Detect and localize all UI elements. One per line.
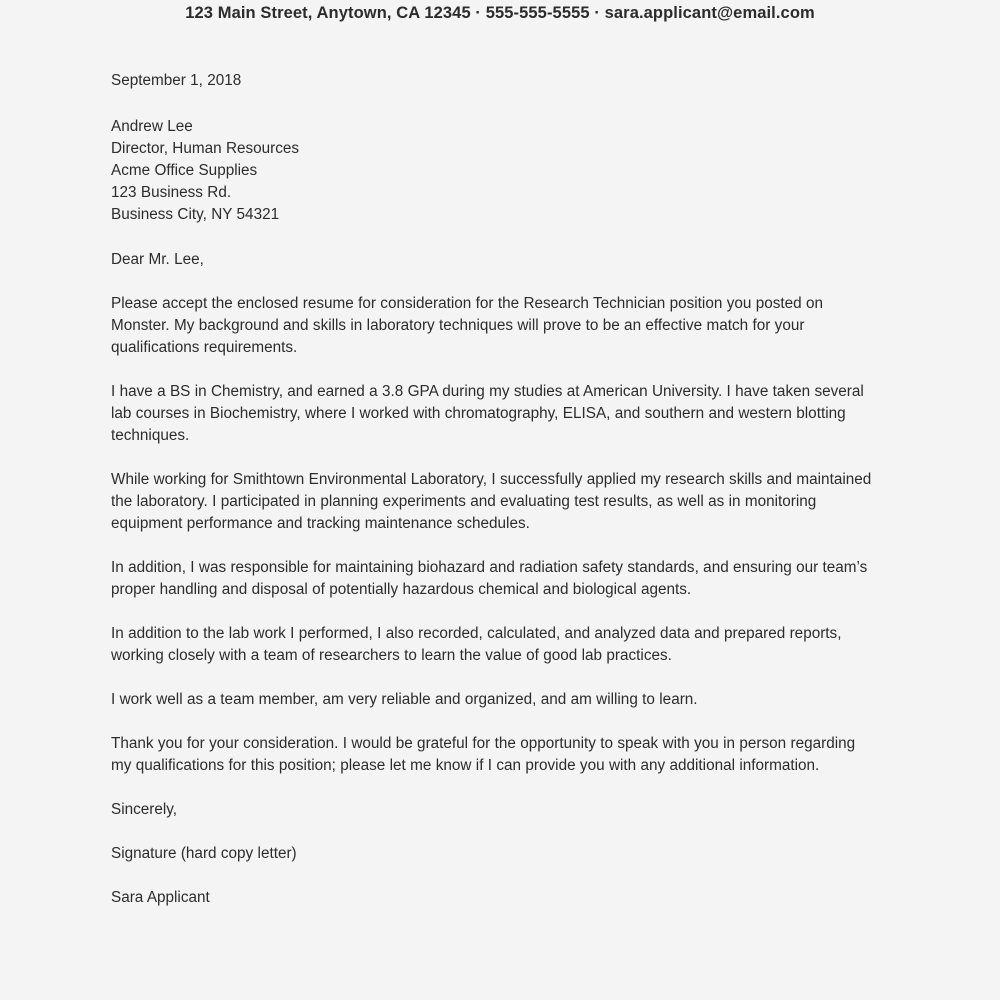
- closing-salutation: Sincerely,: [111, 801, 178, 818]
- recipient-line: Acme Office Supplies: [111, 162, 258, 179]
- body-paragraph: In addition, I was responsible for maintaining biohazard and radiation safety standards, and ensuring our team’s proper handling and disposal of potentially hazardous chemical and biological agents.: [111, 559, 868, 598]
- body-paragraph: I have a BS in Chemistry, and earned a 3.8 GPA during my studies at American University. I have taken several lab courses in Biochemistry, where I worked with chromatography, ELISA, and southern and western blotting techniques.: [111, 383, 864, 444]
- letterhead-contact-line: 123 Main Street, Anytown, CA 12345 · 555-555-5555 · sara.applicant@email.com: [185, 4, 815, 22]
- recipient-line: Andrew Lee: [111, 118, 193, 135]
- body-paragraph: Thank you for your consideration. I would be grateful for the opportunity to speak with you in person regarding my qualifications for this position; please let me know if I can provide you with any additional information.: [111, 735, 856, 774]
- recipient-address-block: [111, 116, 879, 226]
- recipient-line: 123 Business Rd.: [111, 184, 232, 201]
- body-paragraph: While working for Smithtown Environmental Laboratory, I successfully applied my research skills and maintained the laboratory. I participated in planning experiments and evaluating test results, as well as in monitoring equipment performance and tracking maintenance schedules.: [111, 471, 872, 532]
- recipient-line: Business City, NY 54321: [111, 206, 280, 223]
- letter-date: September 1, 2018: [111, 72, 242, 89]
- body-paragraph: I work well as a team member, am very reliable and organized, and am willing to learn.: [111, 691, 698, 708]
- body-paragraph: In addition to the lab work I performed, I also recorded, calculated, and analyzed data and prepared reports, working closely with a team of researchers to learn the value of good lab practices.: [111, 625, 842, 664]
- signature-placeholder: Signature (hard copy letter): [111, 845, 297, 862]
- letter-body: [111, 70, 879, 909]
- salutation: Dear Mr. Lee,: [111, 251, 204, 268]
- body-paragraph: Please accept the enclosed resume for consideration for the Research Technician position you posted on Monster. My background and skills in laboratory techniques will prove to be an effective match for your qualifications requirements.: [111, 295, 824, 356]
- signature-name: Sara Applicant: [111, 889, 210, 906]
- recipient-line: Director, Human Resources: [111, 140, 300, 157]
- letterhead: [0, 0, 1000, 24]
